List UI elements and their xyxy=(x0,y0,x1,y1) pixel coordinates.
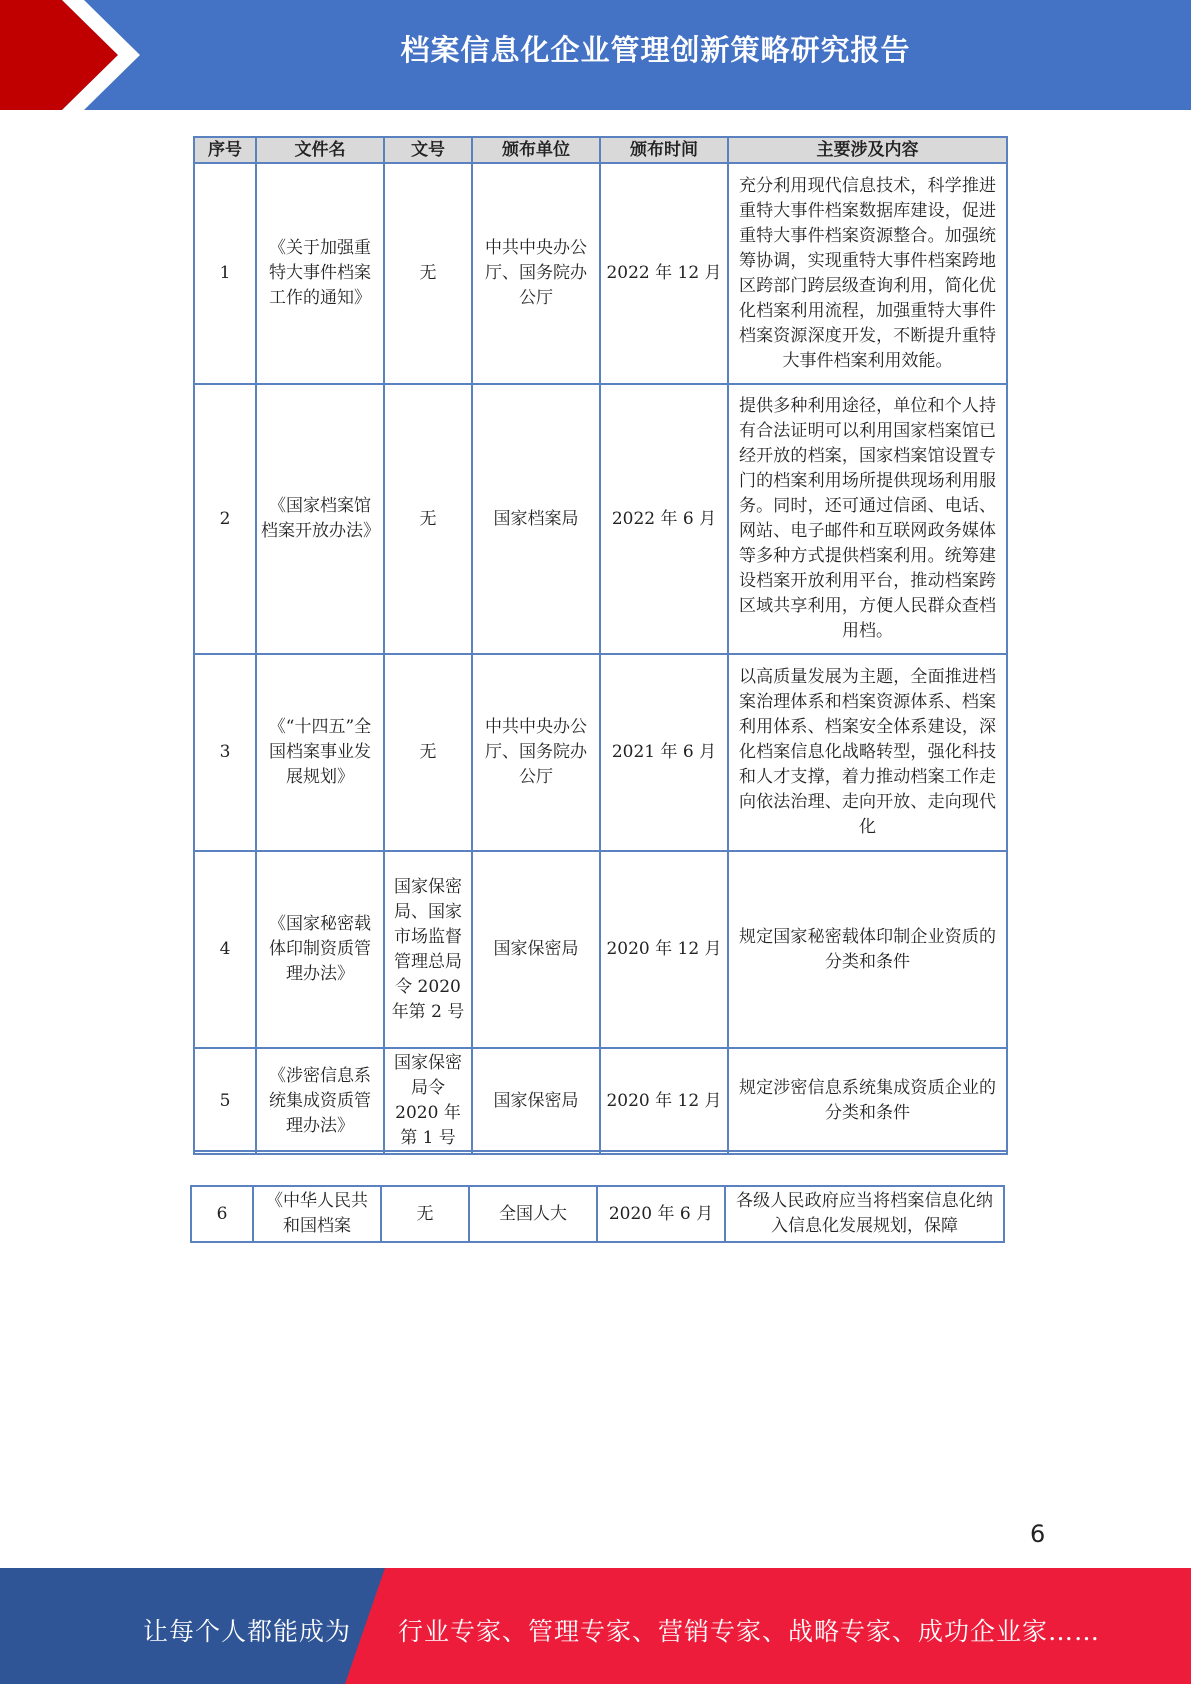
cell-date: 2020 年 12 月 xyxy=(600,851,728,1048)
cell-no: 4 xyxy=(194,851,256,1048)
header-cell-name: 文件名 xyxy=(256,137,384,163)
table-break-rule xyxy=(193,1150,1006,1152)
cell-doc-no: 无 xyxy=(381,1186,469,1242)
cell-issuer: 中共中央办公厅、国务院办公厅 xyxy=(472,654,600,851)
cell-issuer: 全国人大 xyxy=(469,1186,597,1242)
cell-doc-no: 无 xyxy=(384,654,472,851)
cell-content: 以高质量发展为主题，全面推进档案治理体系和档案资源体系、档案利用体系、档案安全体系建设，深化档案信息化战略转型，强化科技和人才支撑，着力推动档案工作走向依法治理、走向开放、走向现代化 xyxy=(728,654,1007,851)
cell-doc-no: 国家保密局、国家市场监督管理总局令 2020 年第 2 号 xyxy=(384,851,472,1048)
cell-name: 《涉密信息系统集成资质管理办法》 xyxy=(256,1048,384,1154)
header-cell-date: 颁布时间 xyxy=(600,137,728,163)
cell-issuer: 国家保密局 xyxy=(472,1048,600,1154)
cell-no: 2 xyxy=(194,384,256,654)
cell-no: 3 xyxy=(194,654,256,851)
table-header-row xyxy=(194,137,1007,163)
cell-date: 2022 年 12 月 xyxy=(600,163,728,384)
table-row xyxy=(194,1048,1007,1154)
table-row xyxy=(194,851,1007,1048)
policy-table-continued xyxy=(190,1185,1005,1243)
cell-content: 规定涉密信息系统集成资质企业的分类和条件 xyxy=(728,1048,1007,1154)
cell-date: 2022 年 6 月 xyxy=(600,384,728,654)
cell-no: 5 xyxy=(194,1048,256,1154)
cell-doc-no: 国家保密局令 2020 年第 1 号 xyxy=(384,1048,472,1154)
report-title: 档案信息化企业管理创新策略研究报告 xyxy=(400,33,911,67)
header-cell-content: 主要涉及内容 xyxy=(728,137,1007,163)
cell-doc-no: 无 xyxy=(384,384,472,654)
cell-date: 2020 年 6 月 xyxy=(597,1186,725,1242)
cell-date: 2021 年 6 月 xyxy=(600,654,728,851)
cell-content: 提供多种利用途径，单位和个人持有合法证明可以利用国家档案馆已经开放的档案，国家档案馆设置专门的档案利用场所提供现场利用服务。同时，还可通过信函、电话、网站、电子邮件和互联网政务媒体等多种方式提供档案利用。统筹建设档案开放利用平台，推动档案跨区域共享利用，方便人民群众查档用档。 xyxy=(728,384,1007,654)
cell-no: 6 xyxy=(191,1186,253,1242)
table-row xyxy=(194,654,1007,851)
cell-name: 《关于加强重特大事件档案工作的通知》 xyxy=(256,163,384,384)
cell-name: 《国家档案馆档案开放办法》 xyxy=(256,384,384,654)
cell-no: 1 xyxy=(194,163,256,384)
footer-slogan-left: 让每个人都能成为 xyxy=(143,1617,352,1646)
header-cell-doc-no: 文号 xyxy=(384,137,472,163)
header-chevron-decoration xyxy=(0,0,150,110)
cell-name: 《中华人民共和国档案 xyxy=(253,1186,381,1242)
cell-content: 各级人民政府应当将档案信息化纳入信息化发展规划，保障 xyxy=(725,1186,1004,1242)
page-header xyxy=(0,0,1191,110)
page-number: 6 xyxy=(1030,1520,1046,1548)
table-row xyxy=(194,163,1007,384)
table-row xyxy=(194,384,1007,654)
policy-table xyxy=(193,136,1008,1155)
cell-issuer: 国家保密局 xyxy=(472,851,600,1048)
cell-name: 《国家秘密载体印制资质管理办法》 xyxy=(256,851,384,1048)
cell-content: 充分利用现代信息技术，科学推进重特大事件档案数据库建设，促进重特大事件档案资源整合。加强统筹协调，实现重特大事件档案跨地区跨部门跨层级查询利用，简化优化档案利用流程，加强重特大事件档案资源深度开发，不断提升重特大事件档案利用效能。 xyxy=(728,163,1007,384)
cell-doc-no: 无 xyxy=(384,163,472,384)
cell-content: 规定国家秘密载体印制企业资质的分类和条件 xyxy=(728,851,1007,1048)
cell-issuer: 中共中央办公厅、国务院办公厅 xyxy=(472,163,600,384)
header-cell-no: 序号 xyxy=(194,137,256,163)
table-row xyxy=(191,1186,1004,1242)
header-cell-issuer: 颁布单位 xyxy=(472,137,600,163)
page-footer xyxy=(0,1568,1191,1684)
cell-name: 《“十四五”全国档案事业发展规划》 xyxy=(256,654,384,851)
cell-issuer: 国家档案局 xyxy=(472,384,600,654)
cell-date: 2020 年 12 月 xyxy=(600,1048,728,1154)
footer-slogan-right: 行业专家、管理专家、营销专家、战略专家、成功企业家…… xyxy=(398,1617,1101,1646)
